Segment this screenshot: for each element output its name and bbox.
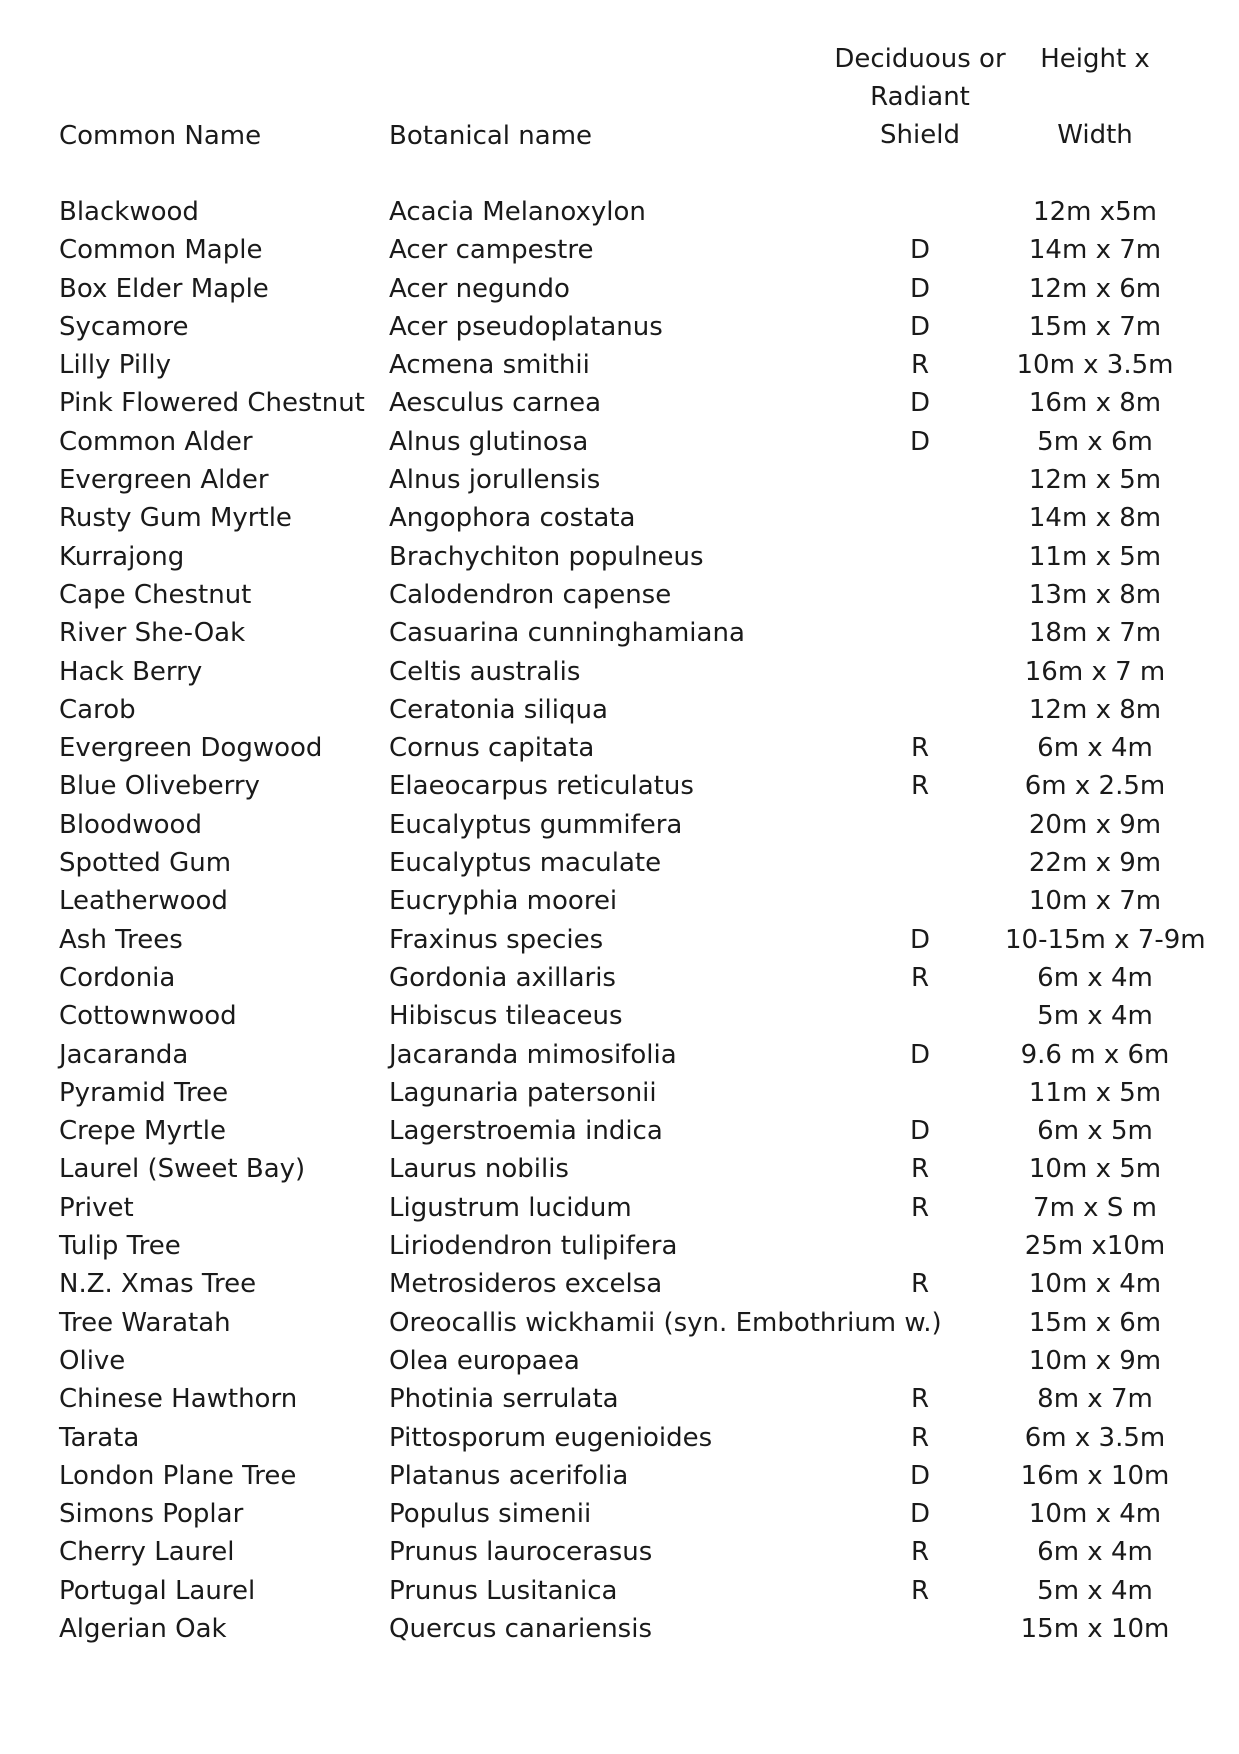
common-name-cell: Chinese Hawthorn xyxy=(59,1384,298,1415)
height-width-cell: 16m x 8m xyxy=(1028,388,1162,419)
height-width-cell: 7m x S m xyxy=(1033,1192,1157,1223)
botanical-name-cell: Prunus laurocerasus xyxy=(389,1537,653,1568)
deciduous-or-radiant-cell: R xyxy=(910,1575,930,1606)
table-row xyxy=(0,1112,1239,1150)
height-width-cell: 10-15m x 7-9m xyxy=(1005,924,1206,955)
height-width-cell: 16m x 7 m xyxy=(1024,656,1166,687)
common-name-cell: Cottownwood xyxy=(59,1001,237,1032)
common-name-cell: Jacaranda xyxy=(59,1039,189,1070)
deciduous-or-radiant-cell: R xyxy=(910,771,930,802)
table-row xyxy=(0,576,1239,614)
common-name-cell: Laurel (Sweet Bay) xyxy=(59,1154,306,1185)
height-width-cell: 8m x 7m xyxy=(1037,1384,1153,1415)
deciduous-or-radiant-cell: D xyxy=(909,235,931,266)
botanical-name-cell: Hibiscus tileaceus xyxy=(389,1001,623,1032)
common-name-cell: N.Z. Xmas Tree xyxy=(59,1269,257,1300)
height-width-cell: 12m x5m xyxy=(1033,197,1157,227)
deciduous-or-radiant-cell: D xyxy=(909,924,931,955)
table-row xyxy=(0,997,1239,1035)
height-width-cell: 6m x 4m xyxy=(1037,733,1153,764)
botanical-name-cell: Casuarina cunninghamiana xyxy=(389,618,745,649)
common-name-cell: Sycamore xyxy=(59,311,189,342)
common-name-cell: Common Alder xyxy=(59,426,253,457)
botanical-name-cell: Elaeocarpus reticulatus xyxy=(389,771,694,802)
common-name-cell: Blue Oliveberry xyxy=(59,771,260,802)
botanical-name-cell: Laurus nobilis xyxy=(389,1154,569,1185)
deciduous-or-radiant-cell: R xyxy=(910,1192,930,1223)
height-width-cell: 5m x 4m xyxy=(1037,1575,1153,1606)
deciduous-or-radiant-cell: R xyxy=(910,1384,930,1415)
common-name-cell: Tarata xyxy=(59,1422,140,1453)
botanical-name-cell: Populus simenii xyxy=(389,1499,592,1530)
table-row xyxy=(0,423,1239,461)
common-name-cell: Olive xyxy=(59,1345,126,1376)
table-row xyxy=(0,1495,1239,1533)
botanical-name-cell: Brachychiton populneus xyxy=(389,541,704,572)
deciduous-or-radiant-cell: D xyxy=(909,426,931,457)
deciduous-or-radiant-cell: R xyxy=(910,1537,930,1568)
height-width-cell: 14m x 7m xyxy=(1028,235,1162,266)
table-row xyxy=(0,538,1239,576)
header-deciduous-or-radiant-shield xyxy=(820,40,1020,154)
table-row xyxy=(0,921,1239,959)
table-header xyxy=(0,40,1239,160)
header-common-name: Common Name xyxy=(59,121,262,151)
height-width-cell: 15m x 7m xyxy=(1028,311,1162,342)
deciduous-or-radiant-cell: D xyxy=(909,1039,931,1070)
common-name-cell: Simons Poplar xyxy=(59,1499,244,1530)
deciduous-or-radiant-cell: D xyxy=(909,1116,931,1147)
botanical-name-cell: Aesculus carnea xyxy=(389,388,602,419)
botanical-name-cell: Acer negundo xyxy=(389,273,570,304)
botanical-name-cell: Gordonia axillaris xyxy=(389,962,616,993)
height-width-cell: 12m x 8m xyxy=(1028,694,1162,725)
table-row xyxy=(0,1457,1239,1495)
common-name-cell: Algerian Oak xyxy=(59,1613,227,1644)
common-name-cell: Hack Berry xyxy=(59,656,203,687)
table-row xyxy=(0,1189,1239,1227)
botanical-name-cell: Eucryphia moorei xyxy=(389,886,618,917)
height-width-cell: 13m x 8m xyxy=(1028,579,1162,610)
common-name-cell: Evergreen Alder xyxy=(59,465,269,496)
common-name-cell: Common Maple xyxy=(59,235,263,266)
deciduous-or-radiant-cell: R xyxy=(910,1269,930,1300)
height-width-cell: 16m x 10m xyxy=(1020,1460,1170,1491)
common-name-cell: Box Elder Maple xyxy=(59,273,269,304)
common-name-cell: Ash Trees xyxy=(59,924,183,955)
height-width-cell: 25m x10m xyxy=(1024,1231,1166,1262)
deciduous-or-radiant-cell: R xyxy=(910,350,930,381)
common-name-cell: Leatherwood xyxy=(59,886,228,917)
common-name-cell: Cherry Laurel xyxy=(59,1537,235,1568)
height-width-cell: 15m x 10m xyxy=(1020,1613,1170,1644)
deciduous-or-radiant-cell: R xyxy=(910,962,930,993)
table-row xyxy=(0,1572,1239,1610)
botanical-name-cell: Acer pseudoplatanus xyxy=(389,311,663,342)
height-width-cell: 10m x 4m xyxy=(1028,1499,1162,1530)
common-name-cell: Cordonia xyxy=(59,962,176,993)
common-name-cell: River She-Oak xyxy=(59,618,246,649)
height-width-cell: 10m x 3.5m xyxy=(1016,350,1174,381)
common-name-cell: Pyramid Tree xyxy=(59,1077,229,1108)
header-size-line2: Width xyxy=(1057,120,1133,150)
botanical-name-cell: Angophora costata xyxy=(389,503,636,534)
botanical-name-cell: Cornus capitata xyxy=(389,733,595,764)
height-width-cell: 6m x 4m xyxy=(1037,1537,1153,1568)
common-name-cell: Kurrajong xyxy=(59,541,185,572)
botanical-name-cell: Acacia Melanoxylon xyxy=(389,197,646,227)
botanical-name-cell: Liriodendron tulipifera xyxy=(389,1231,678,1262)
botanical-name-cell: Eucalyptus maculate xyxy=(389,848,662,879)
table-row xyxy=(0,806,1239,844)
table-row xyxy=(0,308,1239,346)
height-width-cell: 10m x 5m xyxy=(1028,1154,1162,1185)
botanical-name-cell: Metrosideros excelsa xyxy=(389,1269,663,1300)
table-row xyxy=(0,614,1239,652)
table-row xyxy=(0,193,1239,231)
height-width-cell: 6m x 4m xyxy=(1037,962,1153,993)
deciduous-or-radiant-cell: R xyxy=(910,733,930,764)
table-row xyxy=(0,499,1239,537)
table-row xyxy=(0,844,1239,882)
table-row xyxy=(0,653,1239,691)
table-row xyxy=(0,1227,1239,1265)
height-width-cell: 10m x 9m xyxy=(1028,1345,1162,1376)
table-row xyxy=(0,1036,1239,1074)
botanical-name-cell: Acmena smithii xyxy=(389,350,590,381)
common-name-cell: Tree Waratah xyxy=(59,1307,231,1338)
table-row xyxy=(0,346,1239,384)
botanical-name-cell: Photinia serrulata xyxy=(389,1384,619,1415)
botanical-name-cell: Acer campestre xyxy=(389,235,594,266)
height-width-cell: 10m x 7m xyxy=(1028,886,1162,917)
table-row xyxy=(0,1610,1239,1648)
botanical-name-cell: Celtis australis xyxy=(389,656,581,687)
height-width-cell: 6m x 2.5m xyxy=(1024,771,1166,802)
botanical-name-cell: Lagunaria patersonii xyxy=(389,1077,657,1108)
table-row xyxy=(0,767,1239,805)
height-width-cell: 11m x 5m xyxy=(1028,541,1162,572)
common-name-cell: Cape Chestnut xyxy=(59,579,252,610)
table-row xyxy=(0,461,1239,499)
botanical-name-cell: Calodendron capense xyxy=(389,579,672,610)
table-row xyxy=(0,1265,1239,1303)
height-width-cell: 6m x 5m xyxy=(1037,1116,1153,1147)
height-width-cell: 5m x 4m xyxy=(1037,1001,1153,1032)
header-deciduous-line3: Shield xyxy=(880,120,960,150)
table-row xyxy=(0,231,1239,269)
botanical-name-cell: Alnus jorullensis xyxy=(389,465,601,496)
table-row xyxy=(0,959,1239,997)
height-width-cell: 12m x 6m xyxy=(1028,273,1162,304)
botanical-name-cell: Fraxinus species xyxy=(389,924,604,955)
common-name-cell: Lilly Pilly xyxy=(59,350,171,381)
botanical-name-cell: Alnus glutinosa xyxy=(389,426,589,457)
table-row xyxy=(0,1074,1239,1112)
table-row xyxy=(0,691,1239,729)
botanical-name-cell: Olea europaea xyxy=(389,1345,580,1376)
table-row xyxy=(0,1380,1239,1418)
height-width-cell: 15m x 6m xyxy=(1028,1307,1162,1338)
height-width-cell: 10m x 4m xyxy=(1028,1269,1162,1300)
botanical-name-cell: Ligustrum lucidum xyxy=(389,1192,632,1223)
common-name-cell: Bloodwood xyxy=(59,809,202,840)
common-name-cell: Carob xyxy=(59,694,136,725)
header-height-x-width xyxy=(1005,40,1185,154)
table-row xyxy=(0,270,1239,308)
deciduous-or-radiant-cell: D xyxy=(909,388,931,419)
table-row xyxy=(0,1150,1239,1188)
deciduous-or-radiant-cell: R xyxy=(910,1422,930,1453)
height-width-cell: 5m x 6m xyxy=(1037,426,1153,457)
common-name-cell: Tulip Tree xyxy=(59,1231,181,1262)
common-name-cell: Privet xyxy=(59,1192,134,1223)
botanical-name-cell: Oreocallis wickhamii (syn. Embothrium w.) xyxy=(389,1307,942,1338)
common-name-cell: Evergreen Dogwood xyxy=(59,733,323,764)
height-width-cell: 6m x 3.5m xyxy=(1024,1422,1166,1453)
table-row xyxy=(0,384,1239,422)
height-width-cell: 18m x 7m xyxy=(1028,618,1162,649)
common-name-cell: Blackwood xyxy=(59,197,199,227)
common-name-cell: Portugal Laurel xyxy=(59,1575,256,1606)
table-row xyxy=(0,1419,1239,1457)
height-width-cell: 11m x 5m xyxy=(1028,1077,1162,1108)
table-row xyxy=(0,882,1239,920)
header-deciduous-line2: Radiant xyxy=(870,82,970,112)
deciduous-or-radiant-cell: D xyxy=(909,1499,931,1530)
botanical-name-cell: Lagerstroemia indica xyxy=(389,1116,663,1147)
table-row xyxy=(0,1533,1239,1571)
botanical-name-cell: Quercus canariensis xyxy=(389,1613,652,1644)
height-width-cell: 22m x 9m xyxy=(1028,848,1162,879)
deciduous-or-radiant-cell: D xyxy=(909,273,931,304)
height-width-cell: 20m x 9m xyxy=(1028,809,1162,840)
header-deciduous-line1: Deciduous or xyxy=(834,44,1006,74)
deciduous-or-radiant-cell: R xyxy=(910,1154,930,1185)
header-botanical-name: Botanical name xyxy=(389,121,593,151)
botanical-name-cell: Eucalyptus gummifera xyxy=(389,809,683,840)
botanical-name-cell: Platanus acerifolia xyxy=(389,1460,629,1491)
header-size-line1: Height x xyxy=(1040,44,1150,74)
deciduous-or-radiant-cell: D xyxy=(909,1460,931,1491)
table-body xyxy=(0,193,1239,1648)
deciduous-or-radiant-cell: D xyxy=(909,311,931,342)
height-width-cell: 12m x 5m xyxy=(1028,465,1162,496)
height-width-cell: 9.6 m x 6m xyxy=(1020,1039,1170,1070)
common-name-cell: Rusty Gum Myrtle xyxy=(59,503,292,534)
botanical-name-cell: Pittosporum eugenioides xyxy=(389,1422,713,1453)
botanical-name-cell: Prunus Lusitanica xyxy=(389,1575,618,1606)
table-row xyxy=(0,1304,1239,1342)
table-row xyxy=(0,729,1239,767)
common-name-cell: Spotted Gum xyxy=(59,848,232,879)
botanical-name-cell: Ceratonia siliqua xyxy=(389,694,608,725)
height-width-cell: 14m x 8m xyxy=(1028,503,1162,534)
common-name-cell: Crepe Myrtle xyxy=(59,1116,226,1147)
table-row xyxy=(0,1342,1239,1380)
botanical-name-cell: Jacaranda mimosifolia xyxy=(389,1039,677,1070)
common-name-cell: London Plane Tree xyxy=(59,1460,297,1491)
common-name-cell: Pink Flowered Chestnut xyxy=(59,388,365,419)
